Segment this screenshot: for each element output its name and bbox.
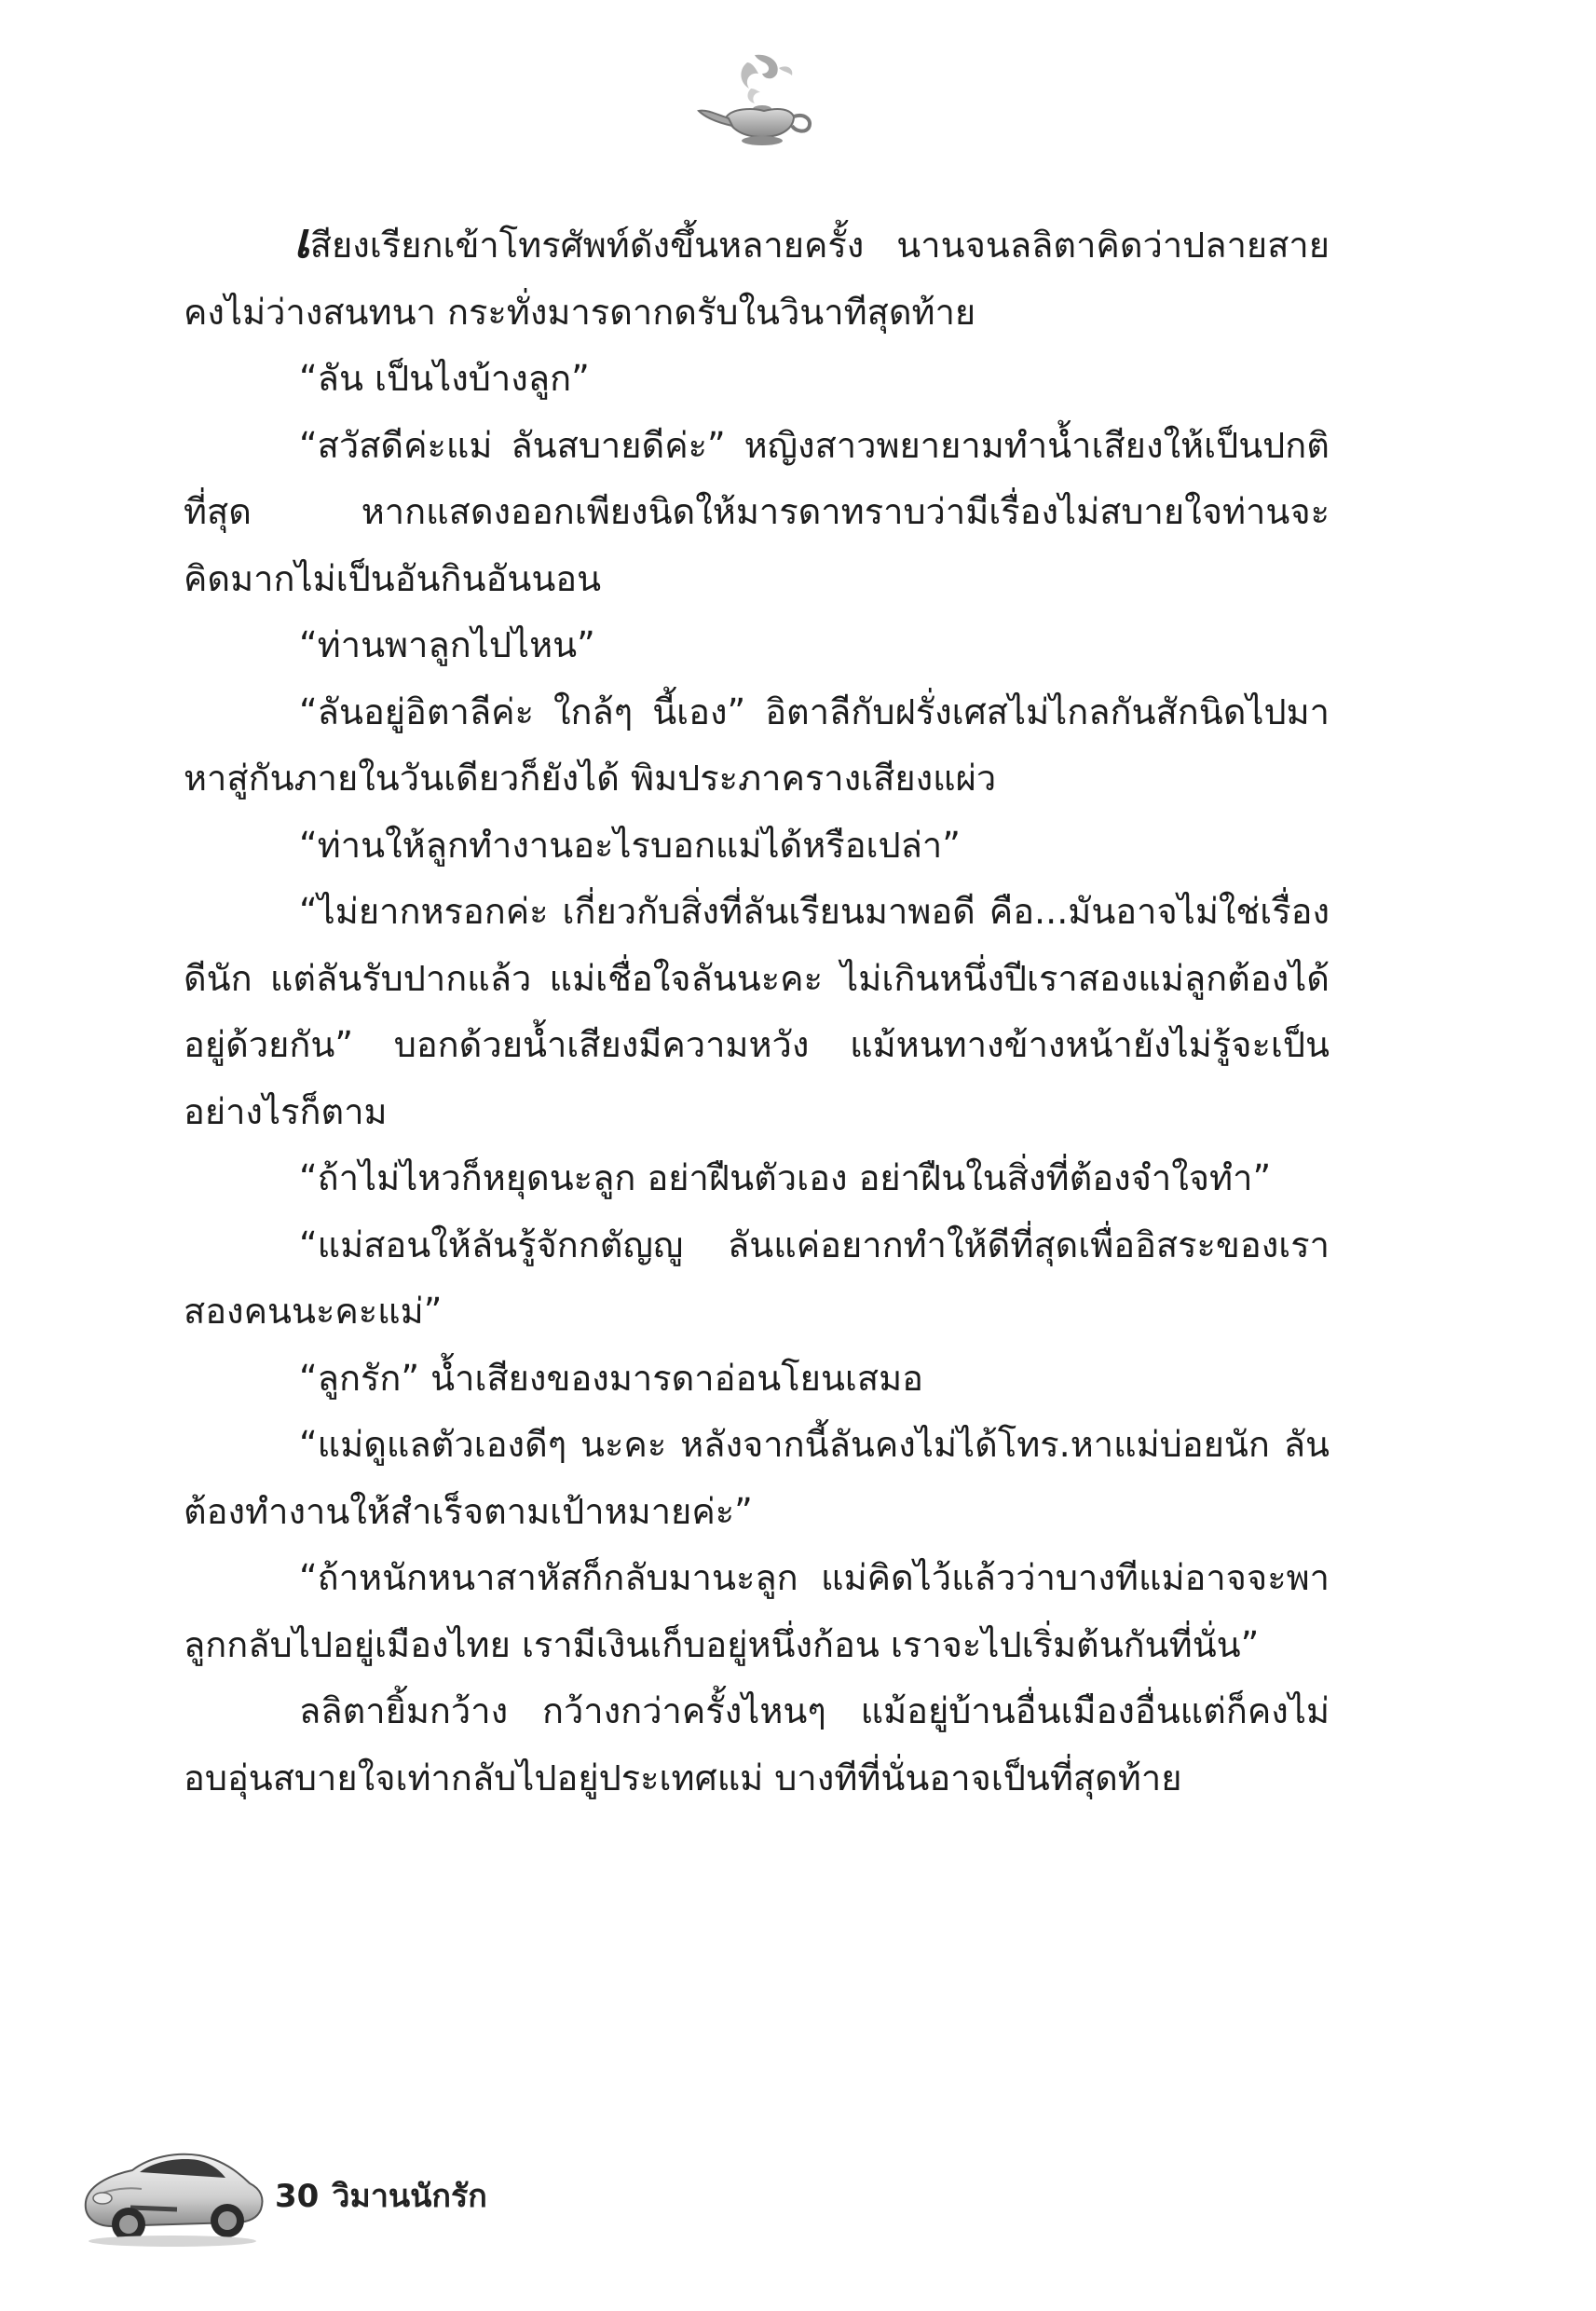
narration-paragraph: ลลิตายิ้มกว้าง กว้างกว่าครั้งไหนๆ แม้อยู่บ้านอื่นเมืองอื่นแต่ก็คงไม่อบอุ่นสบายใจเท่ากลับไปอยู่ประเทศแม่ บางทีที่นั่นอาจเป็นที่สุดท้าย xyxy=(184,1690,1330,1798)
genie-lamp-ornament-icon xyxy=(689,51,820,154)
folio xyxy=(275,2170,500,2221)
dialogue-line: “ไม่ยากหรอกค่ะ เกี่ยวกับสิ่งที่ลันเรียนมาพอดี คือ...มันอาจไม่ใช่เรื่องดีนัก แต่ลันรับปากแล้ว แม่เชื่อใจลันนะคะ ไม่เกินหนึ่งปีเราสองแม่ลูกต้องได้อยู่ด้วยกัน” บอกด้วยน้ำเสียงมีความหวัง แม้หนทางข้างหน้ายังไม่รู้จะเป็นอย่างไรก็ตาม xyxy=(184,891,1330,1132)
dialogue-line: “ถ้าหนักหนาสาหัสก็กลับมานะลูก แม่คิดไว้แล้วว่าบางทีแม่อาจจะพาลูกกลับไปอยู่เมืองไทย เรามีเงินเก็บอยู่หนึ่งก้อน เราจะไปเริ่มต้นกันที่นั่น” xyxy=(184,1557,1330,1665)
book-title: วิมานนักรัก xyxy=(332,2178,487,2215)
dialogue-line: “สวัสดีค่ะแม่ ลันสบายดีค่ะ” หญิงสาวพยายามทำน้ำเสียงให้เป็นปกติที่สุด หากแสดงออกเพียงนิดให้มารดาทราบว่ามีเรื่องไม่สบายใจท่านจะคิดมากไม่เป็นอันกินอันนอน xyxy=(184,424,1330,599)
paragraph-1-text: สียงเรียกเข้าโทรศัพท์ดังขึ้นหลายครั้ง นานจนลลิตาคิดว่าปลายสายคงไม่ว่างสนทนา กระทั่งมารดากดรับในวินาทีสุดท้าย xyxy=(184,225,1330,333)
drop-cap: เ xyxy=(293,213,310,269)
body-text xyxy=(184,212,1330,1812)
dialogue-line: “ลัน เป็นไงบ้างลูก” xyxy=(299,358,590,399)
paragraph-1 xyxy=(184,212,1330,346)
dialogue-line: “แม่สอนให้ลันรู้จักกตัญญู ลันแค่อยากทำให้ดีที่สุดเพื่ออิสระของเราสองคนนะคะแม่” xyxy=(184,1224,1330,1332)
dialogue-line: “ท่านให้ลูกทำงานอะไรบอกแม่ได้หรือเปล่า” xyxy=(299,824,961,866)
dialogue-line: “ท่านพาลูกไปไหน” xyxy=(299,624,595,665)
page-footer xyxy=(75,2129,727,2260)
dialogue-line: “ลูกรัก” น้ำเสียงของมารดาอ่อนโยนเสมอ xyxy=(299,1357,923,1399)
sports-car-icon xyxy=(75,2129,270,2250)
dialogue-line: “แม่ดูแลตัวเองดีๆ นะคะ หลังจากนี้ลันคงไม่ได้โทร.หาแม่บ่อยนัก ลันต้องทำงานให้สำเร็จตามเป้าหมายค่ะ” xyxy=(184,1424,1330,1532)
page-number: 30 xyxy=(275,2178,320,2215)
dialogue-line: “ถ้าไม่ไหวก็หยุดนะลูก อย่าฝืนตัวเอง อย่าฝืนในสิ่งที่ต้องจำใจทำ” xyxy=(299,1157,1272,1198)
dialogue-line: “ลันอยู่อิตาลีค่ะ ใกล้ๆ นี้เอง” อิตาลีกับฝรั่งเศสไม่ไกลกันสักนิดไปมาหาสู่กันภายในวันเดียวก็ยังได้ พิมประภาครางเสียงแผ่ว xyxy=(184,691,1330,799)
